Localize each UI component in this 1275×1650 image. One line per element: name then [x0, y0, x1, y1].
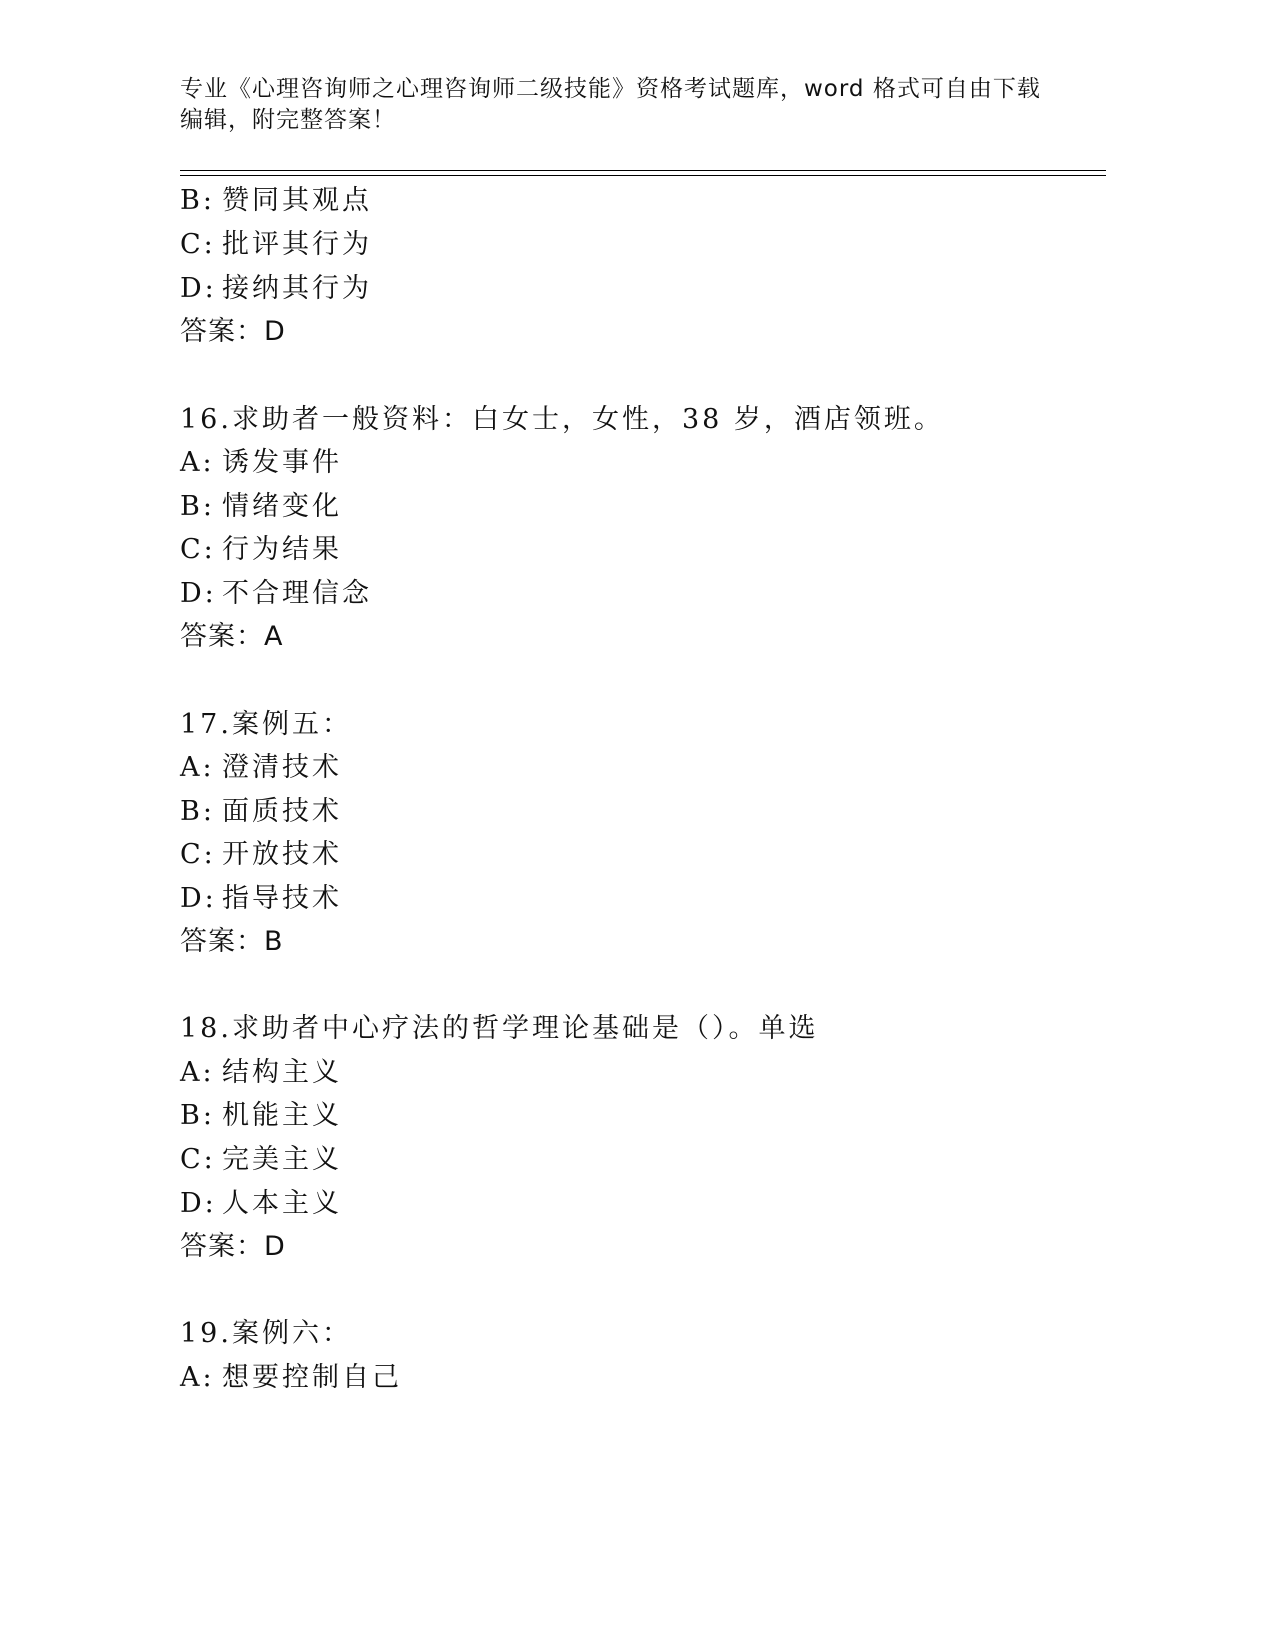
- option-row: [180, 1187, 342, 1221]
- option-label: B:: [180, 796, 215, 827]
- question-text: 19.案例六：: [180, 1318, 352, 1349]
- option-row: [180, 1056, 342, 1090]
- header-line-1: 专业《心理咨询师之心理咨询师二级技能》资格考试题库，word 格式可自由下载: [180, 76, 1041, 102]
- option-label: D:: [180, 1188, 217, 1219]
- option-text: 想要控制自己: [222, 1362, 402, 1393]
- option-label: D:: [180, 883, 217, 914]
- option-row: [180, 184, 372, 218]
- option-label: A:: [180, 752, 215, 783]
- option-row: [180, 272, 372, 306]
- option-text: 人本主义: [222, 1188, 342, 1219]
- option-row: [180, 795, 342, 829]
- option-row: [180, 577, 372, 611]
- option-text: 情绪变化: [222, 491, 342, 522]
- option-row: [180, 751, 342, 785]
- option-text: 开放技术: [222, 839, 342, 870]
- option-label: C:: [180, 534, 216, 565]
- option-text: 批评其行为: [222, 229, 372, 260]
- option-label: C:: [180, 229, 216, 260]
- option-row: [180, 1099, 342, 1133]
- header-divider-top: [180, 170, 1106, 171]
- option-label: C:: [180, 839, 216, 870]
- option-label: A:: [180, 1362, 215, 1393]
- option-text: 面质技术: [222, 796, 342, 827]
- option-row: [180, 228, 372, 262]
- document-header: [180, 74, 1110, 136]
- option-row: [180, 490, 342, 524]
- answer-line: 答案：B: [180, 926, 284, 957]
- option-text: 接纳其行为: [222, 273, 372, 304]
- option-label: B:: [180, 185, 215, 216]
- option-label: B:: [180, 491, 215, 522]
- option-text: 澄清技术: [222, 752, 342, 783]
- option-row: [180, 882, 342, 916]
- answer-line: 答案：A: [180, 621, 284, 652]
- header-line-2: 编辑，附完整答案！: [180, 107, 396, 133]
- answer-line: 答案：D: [180, 316, 286, 347]
- option-label: A:: [180, 1057, 215, 1088]
- header-divider-bottom: [180, 175, 1106, 176]
- question-text: 17.案例五：: [180, 709, 352, 740]
- option-text: 行为结果: [222, 534, 342, 565]
- option-row: [180, 1143, 342, 1177]
- option-row: [180, 1361, 402, 1395]
- option-text: 机能主义: [222, 1100, 342, 1131]
- option-text: 诱发事件: [222, 447, 342, 478]
- option-row: [180, 533, 342, 567]
- option-text: 结构主义: [222, 1057, 342, 1088]
- option-label: D:: [180, 578, 217, 609]
- question-text: 16.求助者一般资料：白女士，女性，38 岁，酒店领班。: [180, 404, 944, 435]
- question-text: 18.求助者中心疗法的哲学理论基础是（）。单选: [180, 1013, 819, 1044]
- option-text: 完美主义: [222, 1144, 342, 1175]
- option-label: C:: [180, 1144, 216, 1175]
- option-text: 不合理信念: [222, 578, 372, 609]
- option-text: 赞同其观点: [222, 185, 372, 216]
- option-label: A:: [180, 447, 215, 478]
- option-row: [180, 838, 342, 872]
- answer-line: 答案：D: [180, 1231, 286, 1262]
- option-label: D:: [180, 273, 217, 304]
- option-text: 指导技术: [222, 883, 342, 914]
- option-row: [180, 446, 342, 480]
- option-label: B:: [180, 1100, 215, 1131]
